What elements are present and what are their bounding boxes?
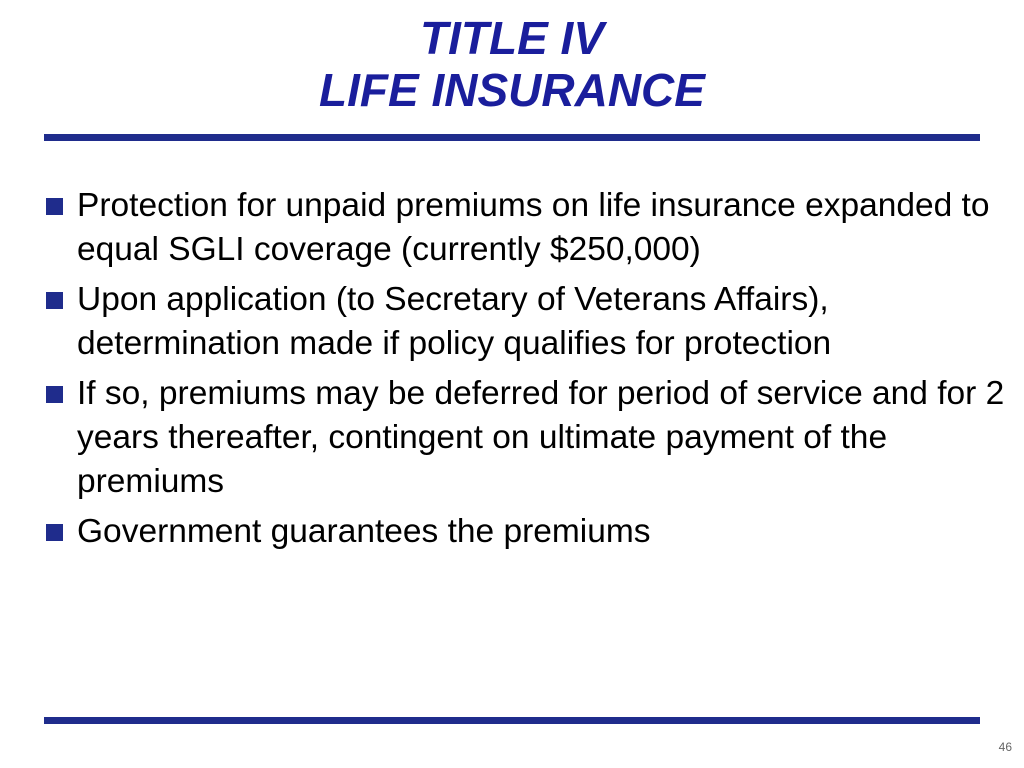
- bullet-text: Upon application (to Secretary of Veterans Affairs), determination made if policy qualifies for protection: [77, 281, 832, 362]
- page-number: 46: [998, 740, 1012, 754]
- title-line-1: TITLE IV: [420, 12, 604, 64]
- square-bullet-icon: [46, 524, 63, 541]
- square-bullet-icon: [46, 198, 63, 215]
- bullet-text: Protection for unpaid premiums on life insurance expanded to equal SGLI coverage (currently $250,000): [77, 187, 990, 268]
- bullet-list: [46, 184, 1016, 560]
- bullet-item: [46, 510, 1016, 554]
- bullet-text: If so, premiums may be deferred for period of service and for 2 years thereafter, contingent on ultimate payment of the premiums: [77, 375, 1005, 500]
- square-bullet-icon: [46, 292, 63, 309]
- square-bullet-icon: [46, 386, 63, 403]
- bullet-item: [46, 278, 1016, 366]
- title-line-2: LIFE INSURANCE: [319, 64, 705, 116]
- bullet-item: [46, 372, 1016, 504]
- bottom-divider: [44, 717, 980, 724]
- bullet-text: Government guarantees the premiums: [77, 513, 651, 550]
- slide-title: [0, 12, 1024, 116]
- top-divider: [44, 134, 980, 141]
- bullet-item: [46, 184, 1016, 272]
